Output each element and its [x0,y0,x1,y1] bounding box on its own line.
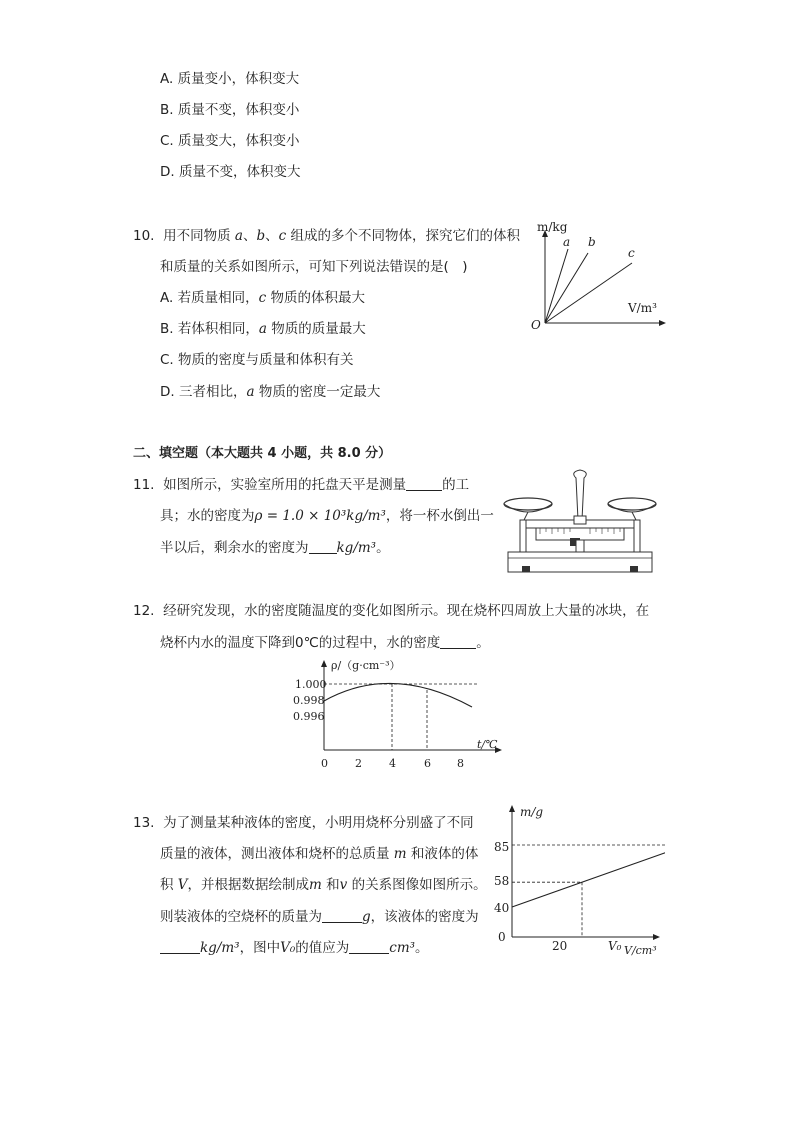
q11-blank-2[interactable] [309,539,337,554]
q11-number: 11. [133,477,155,493]
q12-blank[interactable] [440,634,476,649]
q13-mass-volume-chart [490,800,665,962]
q13-y-label: m/g [520,805,544,819]
q10-label-a: a [563,235,571,249]
q11-line3: 半以后，剩余水的密度为 kg/m³。 [160,540,390,556]
q13-blank-1[interactable] [322,908,362,923]
q13-y-tick-0: 0 [498,930,506,944]
q12-x-tick-4: 4 [389,757,396,770]
section-heading: 二、填空题（本大题共 4 小题，共 8.0 分） [133,446,392,461]
balance-pointer [574,470,587,520]
q13-line5: kg/m³，图中V₀的值应为 cm³。 [160,936,429,956]
q10-y-label: m/kg [537,220,568,234]
q10-mass-volume-graph [525,215,675,335]
q10-option-a[interactable]: A. 若质量相同，c 物质的体积最大 [160,290,365,306]
q10-line-c [545,263,632,323]
q13-y-tick-85: 85 [494,840,510,854]
q10-x-label: V/m³ [628,301,657,315]
q12-y-label: ρ/（g·cm⁻³） [331,659,401,672]
q13-line4: 则装液体的空烧杯的质量为 g，该液体的密度为 [160,909,479,925]
q10-label-c: c [628,246,635,260]
q9-option-c[interactable]: C. 质量变大，体积变小 [160,133,300,149]
q13-y-tick-40: 40 [494,901,510,915]
q12-density-curve [324,683,472,707]
q13-blank-2[interactable] [160,939,200,954]
q12-x-tick-6: 6 [424,757,431,770]
q12-line1: 12. 经研究发现，水的密度随温度的变化如图所示。现在烧杯四周放上大量的冰块，在 [133,603,650,619]
q13-line3: 积 V，并根据数据绘制成m 和v 的关系图像如图所示。 [160,877,487,893]
q12-y-tick-1000: 1.000 [295,678,327,691]
q9-option-a[interactable]: A. 质量变小，体积变大 [160,71,300,87]
q11-blank-1[interactable] [406,476,442,491]
q12-x-tick-0: 0 [321,757,328,770]
q13-x-label: V/cm³ [624,944,657,957]
q13-x-tick-20: 20 [552,939,568,953]
q12-x-tick-2: 2 [355,757,362,770]
q13-x-tick-v0: V₀ [608,939,622,953]
q13-line2: 质量的液体，测出液体和烧杯的总质量 m 和液体的体 [160,846,479,862]
q12-x-tick-8: 8 [457,757,464,770]
q10-stem-line2: 和质量的关系如图所示，可知下列说法错误的是( ) [160,259,468,275]
q10-stem-line1: 10. 用不同物质 a、b、c 组成的多个不同物体，探究它们的体积 [133,228,520,244]
q12-density-temperature-chart [287,655,507,775]
q11-line1: 11. 如图所示，实验室所用的托盘天平是测量 的工 [133,477,470,493]
q9-option-d[interactable]: D. 质量不变，体积变大 [160,164,301,180]
q13-y-tick-58: 58 [494,874,510,888]
q13-number: 13. [133,815,155,831]
q12-x-label: t/℃ [477,738,498,751]
q10-origin-label: O [531,318,541,332]
q12-number: 12. [133,603,155,619]
q10-option-d[interactable]: D. 三者相比，a 物质的密度一定最大 [160,384,381,400]
q10-option-b[interactable]: B. 若体积相同，a 物质的质量最大 [160,321,366,337]
q11-line2: 具；水的密度为ρ = 1.0 × 10³kg/m³，将一杯水倒出一 [160,508,494,524]
q13-line1: 13. 为了测量某种液体的密度，小明用烧杯分别盛了不同 [133,815,474,831]
q9-option-b[interactable]: B. 质量不变，体积变小 [160,102,300,118]
balance-scale-image [500,468,660,578]
q12-y-tick-0996: 0.996 [293,710,325,723]
q10-line-a [545,249,568,323]
q10-line-b [545,253,588,323]
q10-label-b: b [588,235,596,249]
q13-data-line [512,839,665,907]
q12-line2: 烧杯内水的温度下降到0℃的过程中，水的密度 。 [160,635,490,651]
q12-y-tick-0998: 0.998 [293,694,325,707]
q13-blank-3[interactable] [349,939,389,954]
q10-option-c[interactable]: C. 物质的密度与质量和体积有关 [160,352,354,368]
q10-number: 10. [133,228,155,244]
